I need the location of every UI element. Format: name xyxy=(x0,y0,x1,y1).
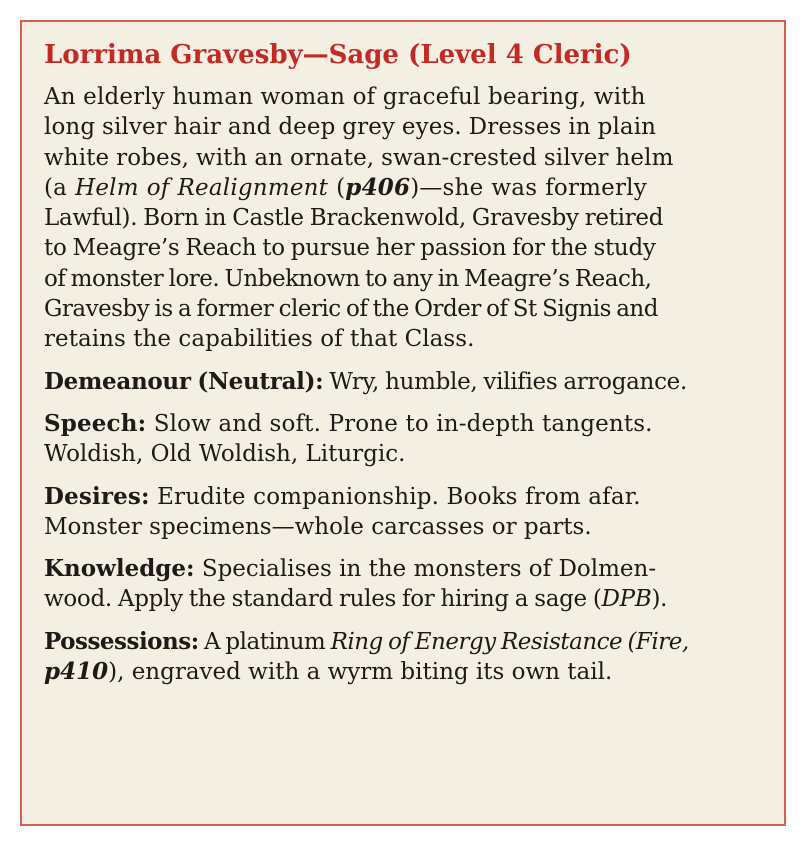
magic-item-name: Ring of Energy Resistance (Fire, xyxy=(330,628,689,655)
possessions-text: ), engraved with a wyrm biting its own tail. xyxy=(108,659,613,686)
description-line xyxy=(44,173,784,203)
knowledge-text: wood. Apply the standard rules for hiring a sage ( xyxy=(44,586,602,613)
description-text: )—she was formerly xyxy=(410,174,647,201)
possessions-text: A platinum xyxy=(198,628,331,655)
demeanour-entry xyxy=(44,367,784,397)
description-line: Gravesby is a former cleric of the Order of St Signis and xyxy=(44,296,658,323)
desires-label: Desires: xyxy=(44,482,150,510)
speech-entry xyxy=(44,409,784,470)
knowledge-entry xyxy=(44,554,784,615)
description-text: (a xyxy=(44,174,76,201)
npc-title: Lorrima Gravesby—Sage (Level 4 Cleric) xyxy=(44,40,632,70)
magic-item-name: Helm of Realignment xyxy=(75,174,329,201)
description-line: An elderly human woman of graceful bearing, with xyxy=(44,84,646,110)
desires-text: Erudite companionship. Books from afar. xyxy=(149,483,641,510)
description-line: to Meagre’s Reach to pursue her passion for the study xyxy=(44,235,656,262)
possessions-label: Possessions: xyxy=(44,627,199,655)
knowledge-text: Specialises in the monsters of Dolmen- xyxy=(194,556,657,583)
description-line: white robes, with an ornate, swan-crested silver helm xyxy=(44,144,674,171)
possessions-entry xyxy=(44,627,784,688)
description-line: of monster lore. Unbeknown to any in Meagre’s Reach, xyxy=(44,265,652,292)
demeanour-text: Wry, humble, vilifies arrogance. xyxy=(323,368,687,395)
speech-label: Speech: xyxy=(44,409,147,437)
book-reference: DPB xyxy=(601,586,652,613)
speech-text: Woldish, Old Woldish, Liturgic. xyxy=(44,441,406,468)
description-line: long silver hair and deep grey eyes. Dresses in plain xyxy=(44,114,657,141)
page-reference: p406 xyxy=(345,173,411,201)
knowledge-text: ). xyxy=(651,586,668,613)
description-line: Lawful). Born in Castle Brackenwold, Gravesby retired xyxy=(44,205,664,232)
speech-text: Slow and soft. Prone to in-depth tangents. xyxy=(146,410,653,437)
description-text: ( xyxy=(328,174,346,201)
desires-entry xyxy=(44,482,784,543)
npc-description xyxy=(44,82,784,355)
desires-text: Monster specimens—whole carcasses or parts. xyxy=(44,513,592,540)
knowledge-label: Knowledge: xyxy=(44,555,195,583)
description-line: retains the capabilities of that Class. xyxy=(44,326,475,353)
page-reference: p410 xyxy=(44,658,109,686)
demeanour-label: Demeanour (Neutral): xyxy=(44,367,324,395)
npc-stat-block xyxy=(20,20,786,826)
